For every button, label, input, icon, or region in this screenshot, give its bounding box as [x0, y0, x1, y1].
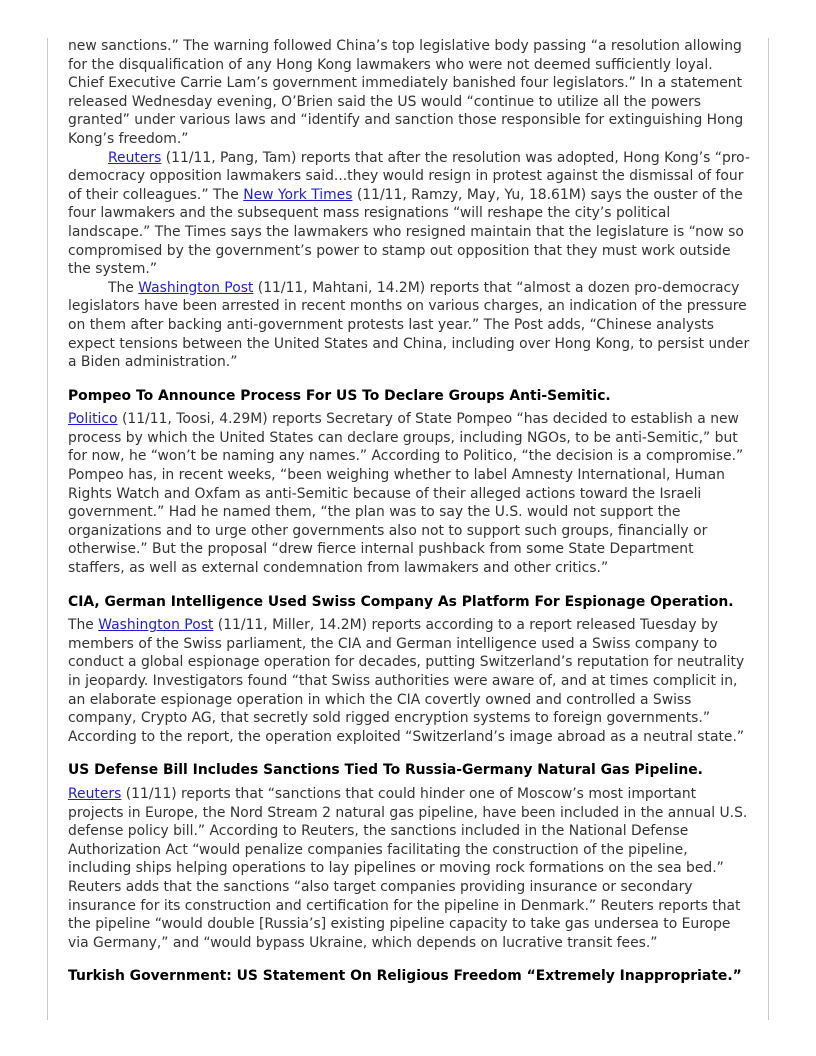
paragraph-text: (11/11, Mahtani, 14.2M) reports that “almost a dozen pro-democracy legislators have been arrested in recent months on various charges, an indication of the pressure on them after backing anti-government protests last year.” The Post adds, “Chinese analysts expect tensions between the United States and China, including over Hong Kong, to persist under a Biden administration.”: [68, 279, 750, 371]
source-link-politico[interactable]: Politico: [68, 411, 118, 428]
paragraph-text: (11/11, Miller, 14.2M) reports according to a report released Tuesday by members of the Swiss parliament, the CIA and German intelligence used a Swiss company to conduct a global espionage operation for decades, putting Switzerland’s reputation for neutrality in jeopardy. Investigators found “that Swiss authorities were aware of, and at times complicit in, an elaborate espionage operation in which the CIA covertly owned and controlled a Swiss company, Crypto AG, that secretly sold rigged encryption systems to foreign governments.” According to the report, the operation exploited “Switzerland’s image abroad as a neutral state.”: [68, 617, 745, 745]
paragraph-text: (11/11, Ramzy, May, Yu, 18.61M) says the ouster of the four lawmakers and the subsequent mass resignations “will reshape the city’s political landscape.” The Times says the lawmakers who resigned maintain that the legislature is “now so compromised by the government’s power to stamp out opposition that they must work outside the system.”: [68, 186, 744, 278]
article-headline: Pompeo To Announce Process For US To Declare Groups Anti-Semitic.: [68, 387, 611, 404]
paragraph: [68, 410, 752, 577]
paragraph-text: The: [68, 617, 99, 634]
article-cia: [68, 593, 752, 747]
article-headline: US Defense Bill Includes Sanctions Tied To Russia-Germany Natural Gas Pipeline.: [68, 762, 703, 779]
paragraph-text: (11/11) reports that “sanctions that could hinder one of Moscow’s most important projects in Europe, the Nord Stream 2 natural gas pipeline, have been included in the annual U.S. defense policy bill.” According to Reuters, the sanctions included in the National Defense Authorization Act “would penalize companies facilitating the construction of the pipeline, including ships helping operations to lay pipelines or moving rock formations on the sea bed.” Reuters adds that the sanctions “also target companies providing insurance or secondary insurance for its construction and certification for the pipeline in Denmark.” Reuters reports that the pipeline “would double [Russia’s] existing pipeline capacity to take gas undersea to Europe via Germany,” and “would bypass Ukraine, which depends on lucrative transit fees.”: [68, 785, 748, 951]
paragraph: [68, 149, 752, 279]
article-headline: Turkish Government: US Statement On Religious Freedom “Extremely Inappropriate.”: [68, 968, 742, 985]
article-defense-bill: [68, 761, 752, 952]
source-link-reuters[interactable]: Reuters: [108, 149, 162, 166]
paragraph: [68, 279, 752, 372]
article-headline: CIA, German Intelligence Used Swiss Company As Platform For Espionage Operation.: [68, 593, 734, 610]
paragraph-text: The: [108, 279, 139, 296]
section-spacer: [68, 372, 752, 387]
source-link-washington-post[interactable]: Washington Post: [138, 279, 254, 296]
paragraph: [68, 616, 752, 746]
section-spacer: [68, 746, 752, 761]
paragraph: [68, 785, 752, 952]
document-page: [68, 37, 752, 991]
source-link-washington-post[interactable]: Washington Post: [98, 617, 214, 634]
paragraph-text: new sanctions.” The warning followed China’s top legislative body passing “a resolution allowing for the disqualification of any Hong Kong lawmakers who were not deemed sufficiently loyal. Chief Executive Carrie Lam’s government immediately banished four legislators.” In a statement released Wednesday evening, O’Brien said the US would “continue to utilize all the powers granted” under various laws and “identify and sanction those responsible for extinguishing Hong Kong’s freedom.”: [68, 38, 744, 147]
section-spacer: [68, 952, 752, 967]
source-link-new-york-times[interactable]: New York Times: [243, 186, 353, 203]
left-margin-rule: [47, 38, 48, 1020]
section-spacer: [68, 578, 752, 593]
paragraph-text: (11/11, Toosi, 4.29M) reports Secretary of State Pompeo “has decided to establish a new process by which the United States can declare groups, including NGOs, to be anti-Semitic,” but for now, he “won’t be naming any names.” According to Politico, “the decision is a compromise.” Pompeo has, in recent weeks, “been weighing whether to label Amnesty International, Human Rights Watch and Oxfam as anti-Semitic because of their alleged actions toward the Israeli government.” Had he named them, “the plan was to say the U.S. would not support the organizations and to urge other governments also not to support such groups, financially or otherwise.” But the proposal “drew fierce internal pushback from some State Department staffers, as well as external condemnation from lawmakers and other critics.”: [68, 411, 744, 577]
article-pompeo: [68, 387, 752, 578]
article-hong-kong: [68, 37, 752, 372]
article-turkey: [68, 967, 752, 986]
source-link-reuters[interactable]: Reuters: [68, 785, 122, 802]
paragraph: [68, 37, 752, 149]
paragraph-text: (11/11, Pang, Tam) reports that after the resolution was adopted, Hong Kong’s “pro-democracy opposition lawmakers said...they would resign in protest against the dismissal of four of their colleagues.” The: [68, 149, 750, 203]
right-margin-rule: [768, 38, 769, 1020]
